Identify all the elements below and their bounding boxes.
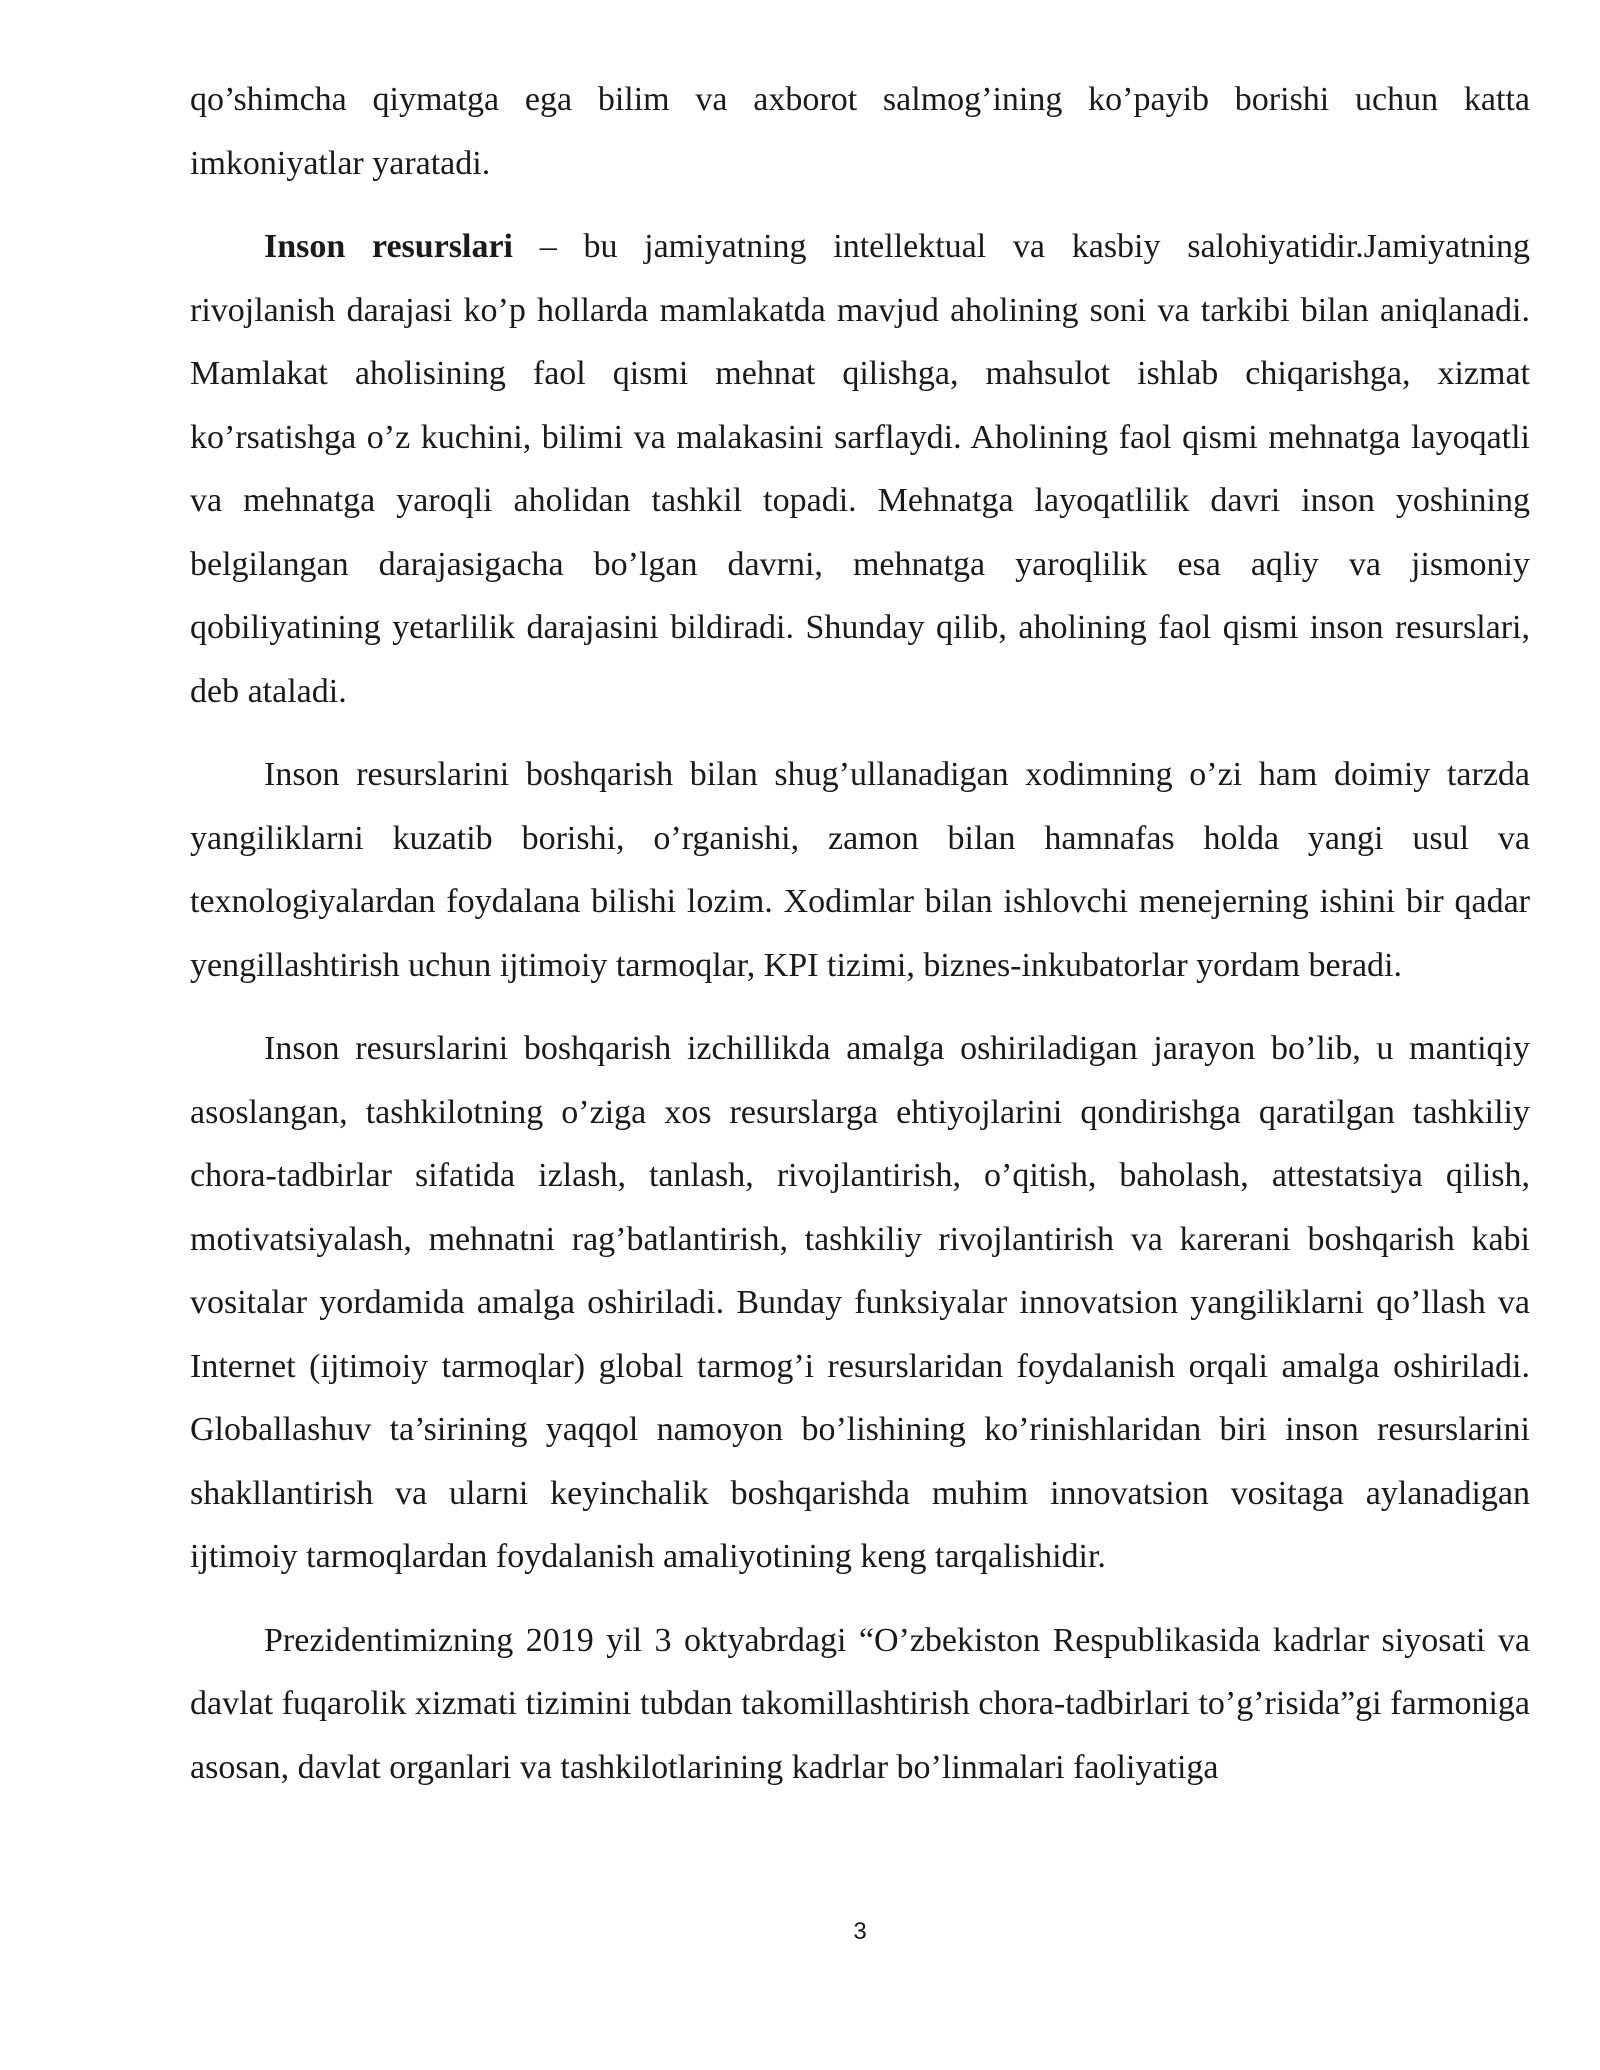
paragraph-5 — [190, 1609, 1530, 1800]
paragraph-3 — [190, 743, 1530, 997]
paragraph-1-text: qo’shimcha qiymatga ega bilim va axborot salmog’ining ko’payib borishi uchun katta imkoniyatlar yaratadi. — [190, 81, 1530, 182]
paragraph-3-text: Inson resurslarini boshqarish bilan shug’ullanadigan xodimning o’zi ham doimiy tarzda yangiliklarni kuzatib borishi, o’rganishi, zamon bilan hamnafas holda yangi usul va texnologiyalardan foydalana bilishi lozim. Xodimlar bilan ishlovchi menejerning ishini bir qadar yengillashtirish uchun ijtimoiy tarmoqlar, KPI tizimi, biznes-inkubatorlar yordam beradi. — [190, 756, 1530, 984]
paragraph-1 — [190, 68, 1530, 195]
paragraph-2-text: – bu jamiyatning intellektual va kasbiy salohiyatidir.Jamiyatning rivojlanish darajasi ko’p hollarda mamlakatda mavjud aholining soni va tarkibi bilan aniqlanadi. Mamlakat aholisining faol qismi mehnat qilishga, mahsulot ishlab chiqarishga, xizmat ko’rsatishga o’z kuchini, bilimi va malakasini sarflaydi. Aholining faol qismi mehnatga layoqatli va mehnatga yaroqli aholidan tashkil topadi. Mehnatga layoqatlilik davri inson yoshining belgilangan darajasigacha bo’lgan davrni, mehnatga yaroqlilik esa aqliy va jismoniy qobiliyatining yetarlilik darajasini bildiradi. Shunday qilib, aholining faol qismi inson resurslari, deb ataladi. — [190, 228, 1531, 710]
term-inson-resurslari: Inson resurslari — [264, 228, 514, 265]
paragraph-4 — [190, 1017, 1530, 1589]
document-body — [190, 68, 1530, 1819]
paragraph-4-text: Inson resurslarini boshqarish izchillikda amalga oshiriladigan jarayon bo’lib, u mantiqiy asoslangan, tashkilotning o’ziga xos resurslarga ehtiyojlarini qondirishga qaratilgan tashkiliy chora-tadbirlar sifatida izlash, tanlash, rivojlantirish, o’qitish, baholash, attestatsiya qilish, motivatsiyalash, mehnatni rag’batlantirish, tashkiliy rivojlantirish va karerani boshqarish kabi vositalar yordamida amalga oshiriladi. Bunday funksiyalar innovatsion yangiliklarni qo’llash va Internet (ijtimoiy tarmoqlar) global tarmog’i resurslaridan foydalanish orqali amalga oshiriladi. Globallashuv ta’sirining yaqqol namoyon bo’lishining ko’rinishlaridan biri inson resurslarini shakllantirish va ularni keyinchalik boshqarishda muhim innovatsion vositaga aylanadigan ijtimoiy tarmoqlardan foydalanish amaliyotining keng tarqalishidir. — [190, 1030, 1530, 1575]
page-number: 3 — [853, 1918, 867, 1945]
paragraph-5-text: Prezidentimizning 2019 yil 3 oktyabrdagi “O’zbekiston Respublikasida kadrlar siyosati va davlat fuqarolik xizmati tizimini tubdan takomillashtirish chora-tadbirlari to’g’risida”gi farmoniga asosan, davlat organlari va tashkilotlarining kadrlar bo’linmalari faoliyatiga — [190, 1621, 1530, 1786]
paragraph-2 — [190, 215, 1530, 723]
